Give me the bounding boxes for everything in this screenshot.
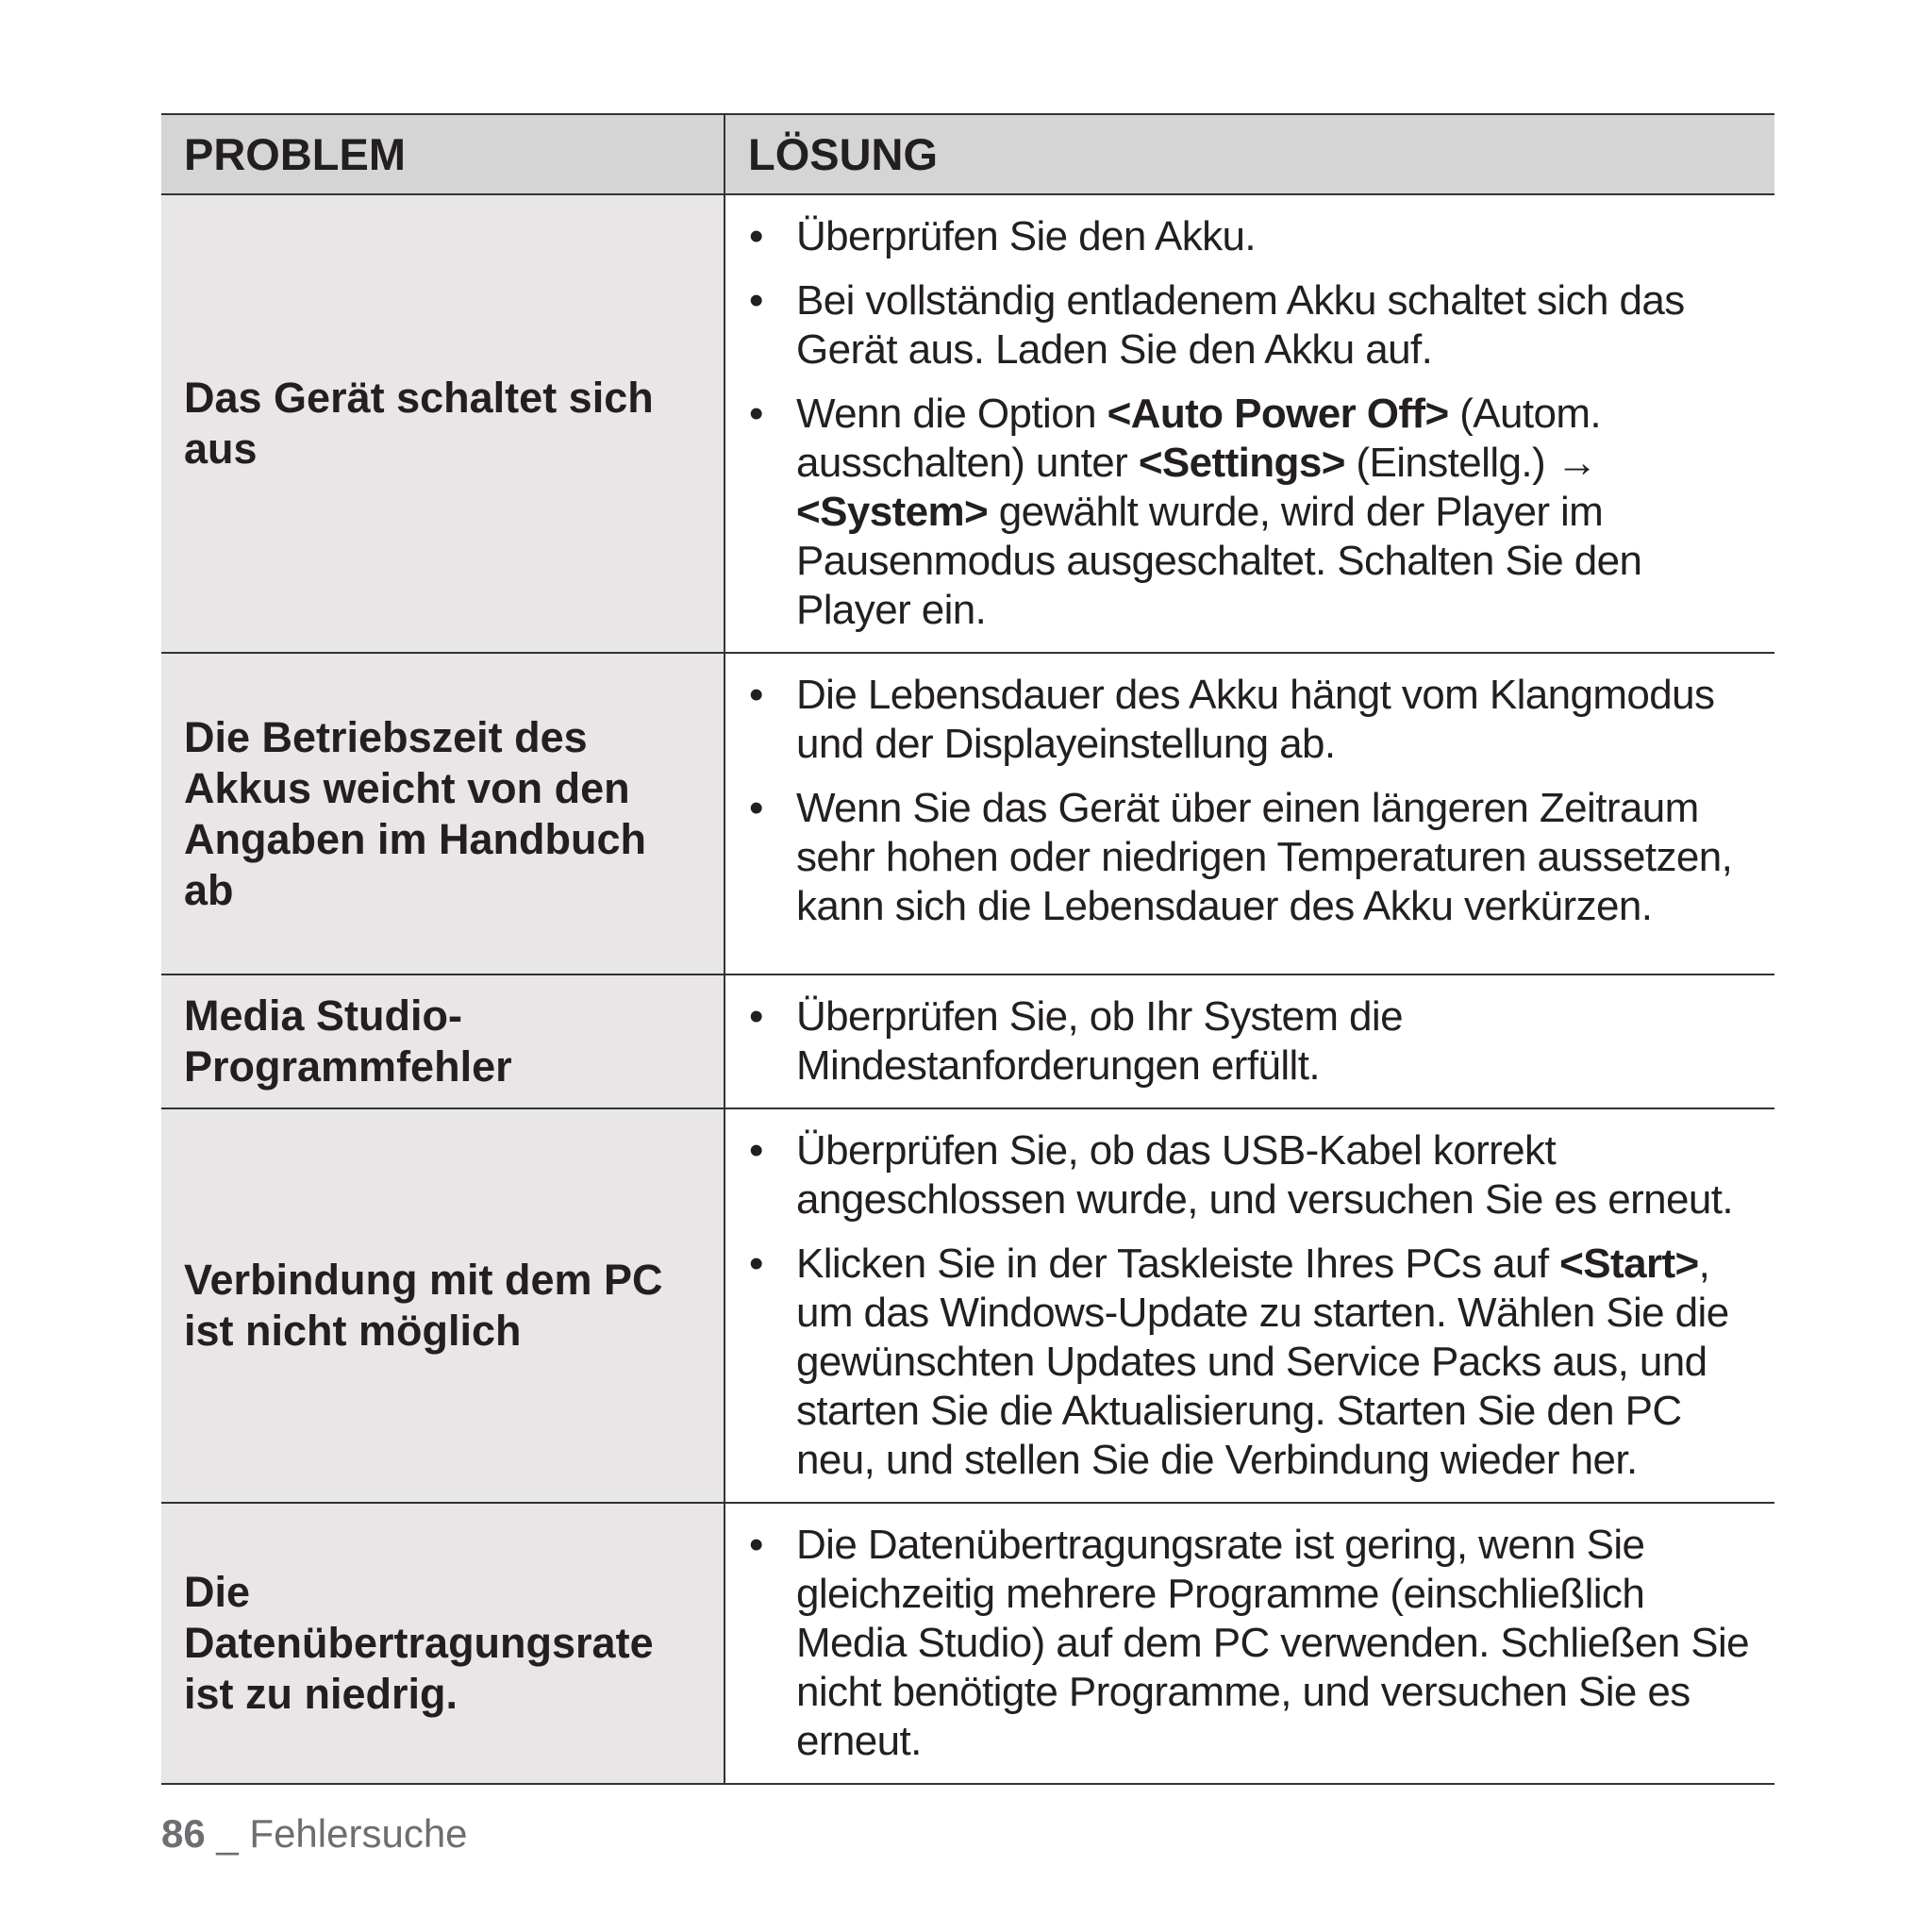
- option-label: <Start>: [1559, 1241, 1699, 1287]
- solution-list: [725, 671, 1757, 931]
- table-row: [161, 194, 1774, 653]
- problem-cell: Verbindung mit dem PC ist nicht möglich: [161, 1108, 724, 1503]
- option-label: <Settings>: [1138, 440, 1345, 486]
- solution-list: [725, 992, 1757, 1091]
- footer-separator: _: [205, 1811, 250, 1856]
- problem-cell: Die Datenübertragungsrate ist zu niedrig.: [161, 1503, 724, 1784]
- bullet-icon: •: [749, 391, 763, 437]
- header-solution: LÖSUNG: [724, 114, 1774, 194]
- bullet-icon: •: [749, 277, 763, 324]
- solution-cell: [724, 1503, 1774, 1784]
- option-label: <System>: [796, 489, 989, 535]
- solution-cell: [724, 194, 1774, 653]
- bullet-icon: •: [749, 1241, 763, 1287]
- solution-list: [725, 1521, 1757, 1766]
- table-row: [161, 1108, 1774, 1503]
- list-item: • Bei vollständig entladenem Akku schaltet sich das Gerät aus. Laden Sie den Akku auf.: [749, 277, 1685, 373]
- list-item: • Klicken Sie in der Taskleiste Ihres PCs auf <Start>, um das Windows-Update zu starten. Wählen Sie die gewünschten Updates und Service Packs aus, und starten Sie die Aktualisierung. Starten Sie den PC neu, und stellen Sie die Verbindung wieder her.: [749, 1241, 1729, 1483]
- solution-list: [725, 1126, 1757, 1485]
- table-row: [161, 974, 1774, 1108]
- page-footer: [161, 1811, 468, 1857]
- list-item: • Überprüfen Sie den Akku.: [749, 213, 1257, 259]
- bullet-icon: •: [749, 1522, 763, 1568]
- list-item: • Wenn die Option <Auto Power Off> (Autom. ausschalten) unter <Settings> (Einstellg.) → <System> gewählt wurde, wird der Player im Pausenmodus ausgeschaltet. Schalten Sie den Player ein.: [749, 391, 1642, 633]
- page-number: 86: [161, 1811, 206, 1856]
- bullet-icon: •: [749, 1127, 763, 1174]
- list-item: • Überprüfen Sie, ob Ihr System die Mindestanforderungen erfüllt.: [749, 993, 1403, 1089]
- solution-list: [725, 212, 1757, 635]
- section-title: Fehlersuche: [249, 1811, 468, 1856]
- problem-cell: Media Studio-Programmfehler: [161, 974, 724, 1108]
- table-row: [161, 1503, 1774, 1784]
- problem-cell: Die Betriebszeit des Akkus weicht von den Angaben im Handbuch ab: [161, 653, 724, 974]
- bullet-icon: •: [749, 993, 763, 1040]
- list-item: • Die Datenübertragungsrate ist gering, wenn Sie gleichzeitig mehrere Programme (einschließlich Media Studio) auf dem PC verwenden. Schließen Sie nicht benötigte Programme, und versuchen Sie es erneut.: [749, 1522, 1750, 1764]
- solution-cell: [724, 1108, 1774, 1503]
- header-problem: PROBLEM: [161, 114, 724, 194]
- table-header-row: [161, 114, 1774, 194]
- page-content: [161, 113, 1774, 1785]
- list-item: • Überprüfen Sie, ob das USB-Kabel korrekt angeschlossen wurde, und versuchen Sie es erneut.: [749, 1127, 1734, 1223]
- troubleshooting-table: [161, 113, 1774, 1785]
- solution-cell: [724, 974, 1774, 1108]
- bullet-icon: •: [749, 672, 763, 718]
- table-row: [161, 653, 1774, 974]
- list-item: • Die Lebensdauer des Akku hängt vom Klangmodus und der Displayeinstellung ab.: [749, 672, 1715, 767]
- bullet-icon: •: [749, 213, 763, 259]
- problem-cell: Das Gerät schaltet sich aus: [161, 194, 724, 653]
- list-item: • Wenn Sie das Gerät über einen längeren Zeitraum sehr hohen oder niedrigen Temperaturen aussetzen, kann sich die Lebensdauer des Akku verkürzen.: [749, 785, 1733, 929]
- bullet-icon: •: [749, 785, 763, 831]
- option-label: <Auto Power Off>: [1107, 391, 1449, 437]
- solution-cell: [724, 653, 1774, 974]
